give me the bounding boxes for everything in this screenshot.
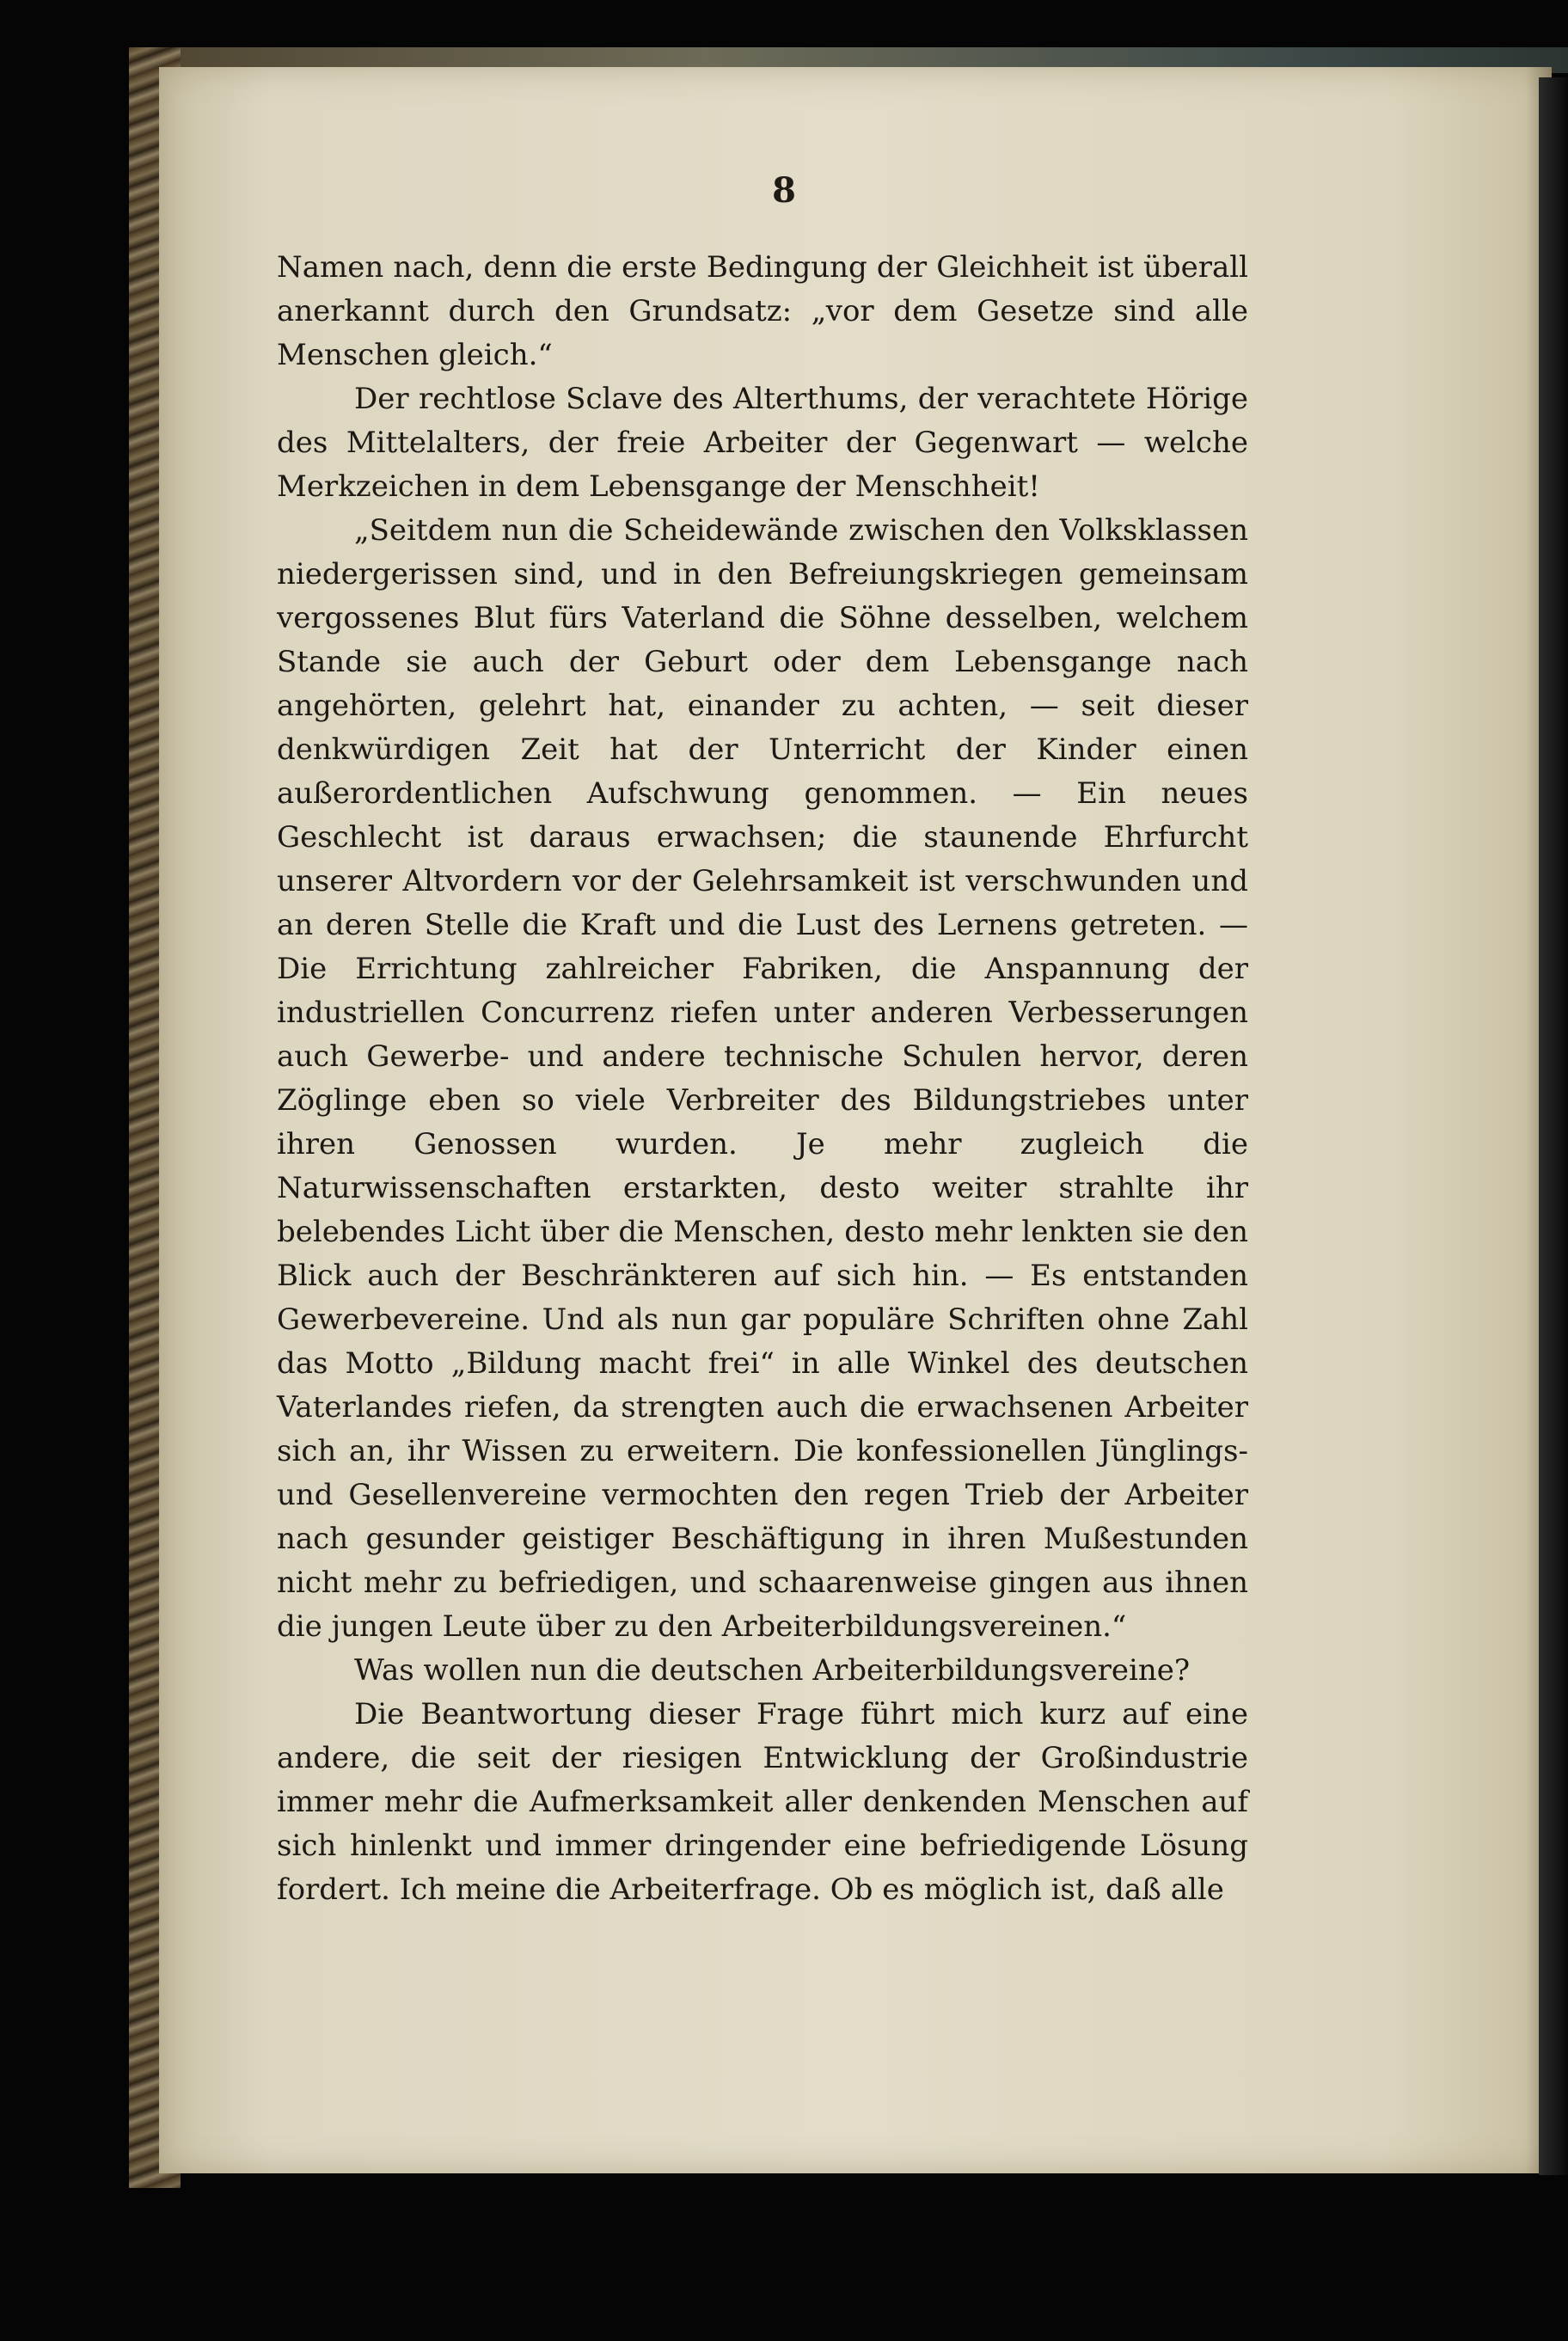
paragraph-3: „Seitdem nun die Scheidewände zwischen den Volksklassen niedergerissen sind, und in den Befreiungskriegen gemeinsam vergossenes Blut fürs Vaterland die Söhne desselben, welchem Stande sie auch der Geburt oder dem Lebensgange nach angehörten, gelehrt hat, einander zu achten, — seit dieser denkwürdigen Zeit hat der Unterricht der Kinder einen außerordentlichen Aufschwung genommen. — Ein neues Geschlecht ist daraus erwachsen; die staunende Ehrfurcht unserer Altvordern vor der Gelehrsamkeit ist verschwunden und an deren Stelle die Kraft und die Lust des Lernens getreten. — Die Errichtung zahlreicher Fabriken, die Anspannung der industriellen Concurrenz riefen unter anderen Verbesserungen auch Gewerbe- und andere technische Schulen hervor, deren Zöglinge eben so viele Verbreiter des Bildungstriebes unter ihren Genossen wurden. Je mehr zugleich die Naturwissenschaften erstarkten, desto weiter strahlte ihr belebendes Licht über die Menschen, desto mehr lenkten sie den Blick auch der Beschränkteren auf sich hin. — Es entstanden Gewerbevereine. Und als nun gar populäre Schriften ohne Zahl das Motto „Bildung macht frei“ in alle Winkel des deutschen Vaterlandes riefen, da strengten auch die erwachsenen Arbeiter sich an, ihr Wissen zu erweitern. Die konfessionellen Jünglings- und Gesellenvereine vermochten den regen Trieb der Arbeiter nach gesunder geistiger Beschäftigung in ihren Mußestunden nicht mehr zu befriedigen, und schaarenweise gingen aus ihnen die jungen Leute über zu den Arbeiterbildungsvereinen.“	[277, 513, 1248, 1644]
paragraph-4: Was wollen nun die deutschen Arbeiterbildungsvereine?	[354, 1653, 1191, 1688]
paragraph-1: Namen nach, denn die erste Bedingung der Gleichheit ist überall anerkannt durch den Grundsatz: „vor dem Gesetze sind alle Menschen gleich.“	[277, 250, 1248, 372]
page-number: 8	[772, 170, 796, 211]
paragraph-2: Der rechtlose Sclave des Alterthums, der verachtete Hörige des Mittelalters, der freie Arbeiter der Gegenwart — welche Merkzeichen in dem Lebensgange der Menschheit!	[277, 382, 1248, 504]
body-text	[277, 246, 1248, 1912]
right-shadow	[1539, 77, 1568, 2175]
paragraph-5: Die Beantwortung dieser Frage führt mich kurz auf eine andere, die seit der riesigen Entwicklung der Großindustrie immer mehr die Aufmerksamkeit aller denkenden Menschen auf sich hinlenkt und immer dringender eine befriedigende Lösung fordert. Ich meine die Arbeiterfrage. Ob es möglich ist, daß alle	[277, 1697, 1248, 1907]
